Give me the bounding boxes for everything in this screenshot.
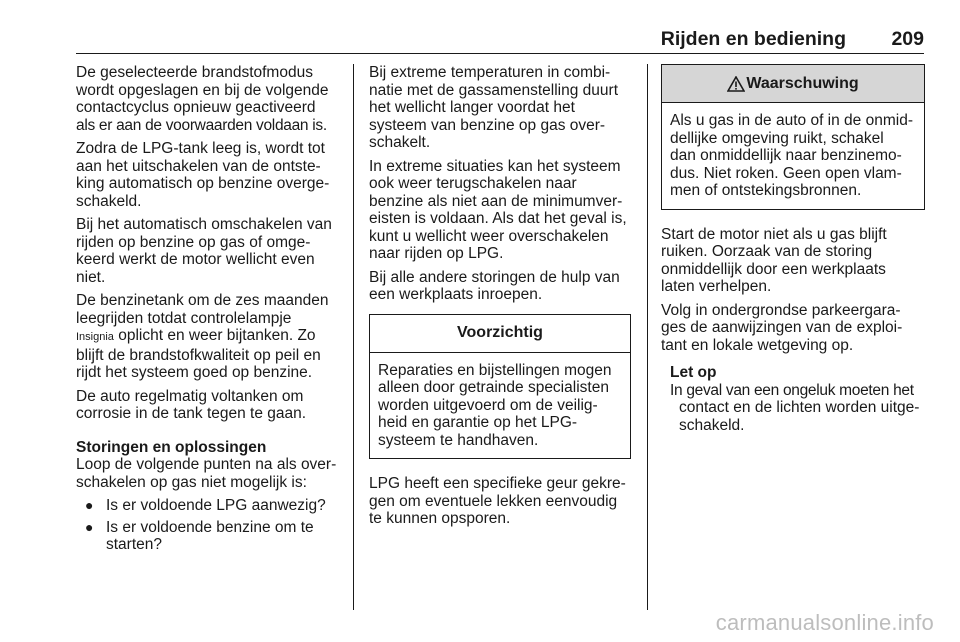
bullet-list	[76, 497, 340, 554]
warning-triangle-icon	[727, 76, 745, 92]
text-line: keerd werkt de motor wellicht even	[76, 251, 315, 268]
text-line: systeem te handhaven.	[378, 431, 539, 449]
text-line: contactcyclus opnieuw geactiveerd	[76, 99, 316, 116]
text-line: Bij extreme temperaturen in combi-	[369, 64, 611, 81]
text-line: Reparaties en bijstellingen mogen	[378, 361, 612, 379]
warning-body	[662, 103, 924, 209]
text-line: niet.	[76, 268, 106, 286]
text-line: Volg in ondergrondse parkeergara-	[661, 301, 901, 319]
text-line: contact en de lichten worden uitge-	[679, 399, 920, 416]
text-line: Bij het automatisch omschakelen van	[76, 216, 332, 233]
subheading-text: Storingen en oplossingen	[76, 438, 267, 456]
text-line: Is er voldoende benzine om te	[106, 518, 314, 536]
text-line: het wellicht langer voordat het	[369, 99, 575, 116]
text-line: dan onmiddellijk naar benzinemo-	[670, 147, 902, 164]
paragraph	[76, 456, 340, 491]
text-line: eisten is voldaan. Als dat het geval is,	[369, 210, 627, 227]
text-line: schakeld.	[679, 416, 745, 434]
text-line: ges de aanwijzingen van de exploi-	[661, 319, 903, 336]
text-line: Zodra de LPG-tank leeg is, wordt tot	[76, 140, 325, 157]
note-title: Let op	[670, 364, 717, 381]
list-item	[76, 497, 340, 515]
text-line	[76, 327, 340, 347]
text-line: systeem van benzine op gas over-	[369, 116, 606, 134]
text-line: De geselecteerde brandstofmodus	[76, 64, 313, 81]
text-line: schakeld.	[76, 192, 142, 210]
bullet-icon: ●	[85, 497, 94, 513]
caution-title: Voorzichtig	[370, 315, 630, 353]
paragraph	[369, 475, 631, 528]
text-line: Start de motor niet als u gas blijft	[661, 225, 887, 243]
text-line: blijft de brandstofkwaliteit op peil en	[76, 346, 321, 364]
text-line: Loop de volgende punten na als over-	[76, 456, 337, 473]
text-line: leegrijden totdat controlelampje	[76, 309, 292, 327]
page-number: 209	[891, 28, 924, 50]
text-line: dus. Niet roken. Geen open vlam-	[670, 164, 902, 182]
column-1	[76, 64, 340, 558]
text-line: aan het uitschakelen van de ontste-	[76, 157, 321, 175]
warning-box	[661, 64, 925, 210]
text-line: men of ontstekingsbronnen.	[670, 182, 862, 199]
text-line: natie met de gassamenstelling duurt	[369, 81, 619, 99]
column-divider-2	[647, 64, 648, 610]
text-line: Als u gas in de auto of in de onmid-	[670, 112, 913, 129]
warning-header	[662, 65, 924, 103]
column-divider-1	[353, 64, 354, 610]
section-title: Rijden en bediening	[660, 28, 846, 50]
text-line: schakelt.	[369, 134, 431, 151]
page-header	[76, 28, 924, 50]
text-line: gen om eventuele lekken eenvoudig	[369, 492, 618, 510]
text-line: starten?	[106, 536, 163, 553]
text-line: een werkplaats inroepen.	[369, 286, 543, 303]
text-line: schakelen op gas niet mogelijk is:	[76, 473, 307, 491]
warning-title: Waarschuwing	[746, 74, 859, 92]
text-line: als er aan de voorwaarden voldaan is.	[76, 116, 327, 134]
caution-body	[370, 353, 630, 459]
text-line: rijdt het systeem goed op benzine.	[76, 364, 313, 381]
paragraph	[76, 64, 340, 134]
list-item	[76, 519, 340, 554]
paragraph	[76, 140, 340, 210]
note-block	[661, 364, 925, 434]
subheading	[76, 439, 340, 457]
text-line: alleen door getrainde specialisten	[378, 379, 609, 396]
text-line: kunt u wellicht weer overschakelen	[369, 227, 609, 245]
bullet-icon: ●	[85, 518, 94, 535]
text-line: onmiddellijk door een werkplaats	[661, 260, 886, 278]
paragraph	[369, 269, 631, 304]
text-line: heid en garantie op het LPG-	[378, 414, 578, 431]
paragraph	[661, 302, 925, 355]
text-fragment: oplicht en weer bijtanken. Zo	[113, 327, 316, 344]
text-line: te kunnen opsporen.	[369, 510, 511, 527]
watermark: carmanualsonline.info	[715, 610, 934, 635]
paragraph	[76, 216, 340, 286]
text-line: laten verhelpen.	[661, 278, 772, 295]
text-line: Bij alle andere storingen de hulp van	[369, 268, 620, 286]
text-line: Is er voldoende LPG aanwezig?	[106, 497, 326, 514]
text-line: naar rijden op LPG.	[369, 245, 504, 262]
text-line: wordt opgeslagen en bij de volgende	[76, 81, 329, 99]
text-line: benzine als niet aan de minimumver-	[369, 192, 623, 210]
text-line: king automatisch op benzine overge-	[76, 175, 330, 192]
text-line: ook weer terugschakelen naar	[369, 175, 577, 192]
header-rule	[76, 53, 924, 54]
text-line: dellijke omgeving ruikt, schakel	[670, 129, 884, 147]
text-line: De benzinetank om de zes maanden	[76, 292, 329, 309]
column-2	[369, 64, 631, 534]
text-line: In extreme situaties kan het systeem	[369, 157, 621, 175]
text-line: tant en lokale wetgeving op.	[661, 336, 854, 354]
text-line: rijden op benzine op gas of omge-	[76, 233, 311, 251]
column-3	[661, 64, 925, 434]
paragraph	[369, 158, 631, 263]
paragraph	[369, 64, 631, 152]
text-line: worden uitgevoerd om de veilig-	[378, 396, 598, 414]
control-lamp-icon: Insignia	[76, 331, 114, 343]
paragraph	[661, 226, 925, 296]
caution-box	[369, 314, 631, 460]
text-line: corrosie in de tank tegen te gaan.	[76, 405, 307, 422]
text-line: LPG heeft een specifieke geur gekre-	[369, 475, 626, 492]
text-line: In geval van een ongeluk moeten het	[670, 381, 914, 399]
text-line: ruiken. Oorzaak van de storing	[661, 243, 873, 260]
paragraph	[76, 388, 340, 423]
text-line: De auto regelmatig voltanken om	[76, 387, 304, 405]
paragraph	[76, 292, 340, 382]
